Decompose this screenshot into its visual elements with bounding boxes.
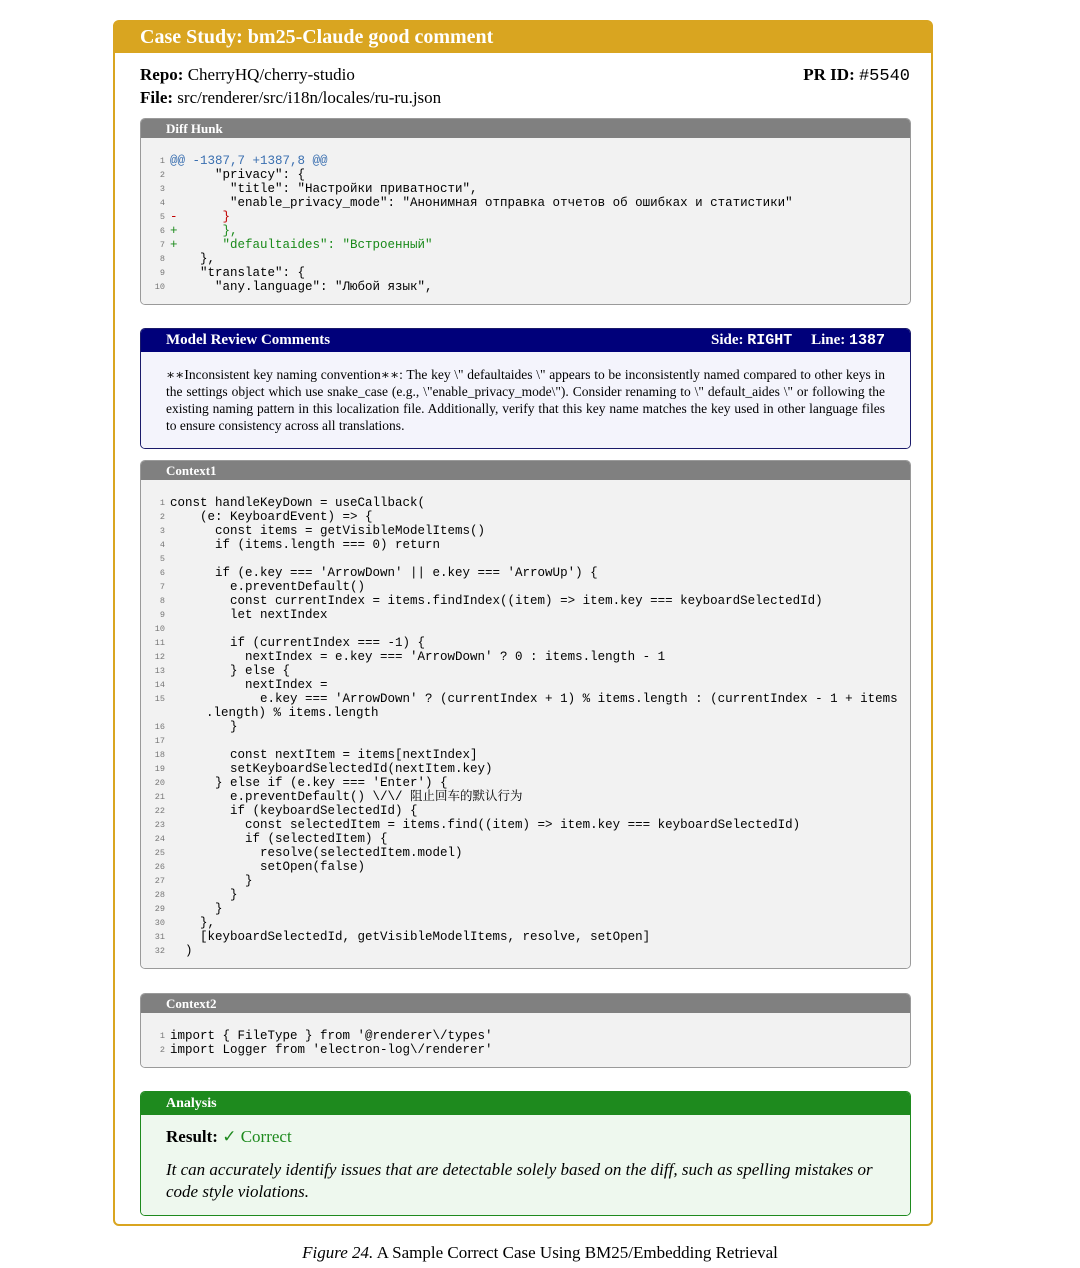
line-text: "enable_privacy_mode": "Анонимная отправка отчетов об ошибках и статистики" (170, 196, 793, 210)
line-number: 2 (159, 1045, 165, 1055)
check-icon: ✓ (222, 1127, 237, 1146)
line-number: 9 (159, 268, 165, 278)
code-line (151, 224, 900, 238)
line-text: "title": "Настройки приватности", (170, 182, 478, 196)
code-line (151, 832, 900, 846)
line-number: 29 (154, 904, 165, 914)
line-text: if (e.key === 'ArrowDown' || e.key === 'ArrowUp') { (170, 566, 598, 580)
line-number: 23 (154, 820, 165, 830)
line-number: 7 (159, 582, 165, 592)
caption-text: A Sample Correct Case Using BM25/Embedding Retrieval (376, 1243, 778, 1262)
code-line (151, 594, 900, 608)
repo-value: CherryHQ/cherry-studio (187, 65, 355, 84)
analysis-result (166, 1127, 885, 1147)
code-line (151, 762, 900, 776)
line-number: 18 (154, 750, 165, 760)
code-line (151, 860, 900, 874)
line-number: 28 (154, 890, 165, 900)
line-number: 1 (159, 498, 165, 508)
result-value: Correct (240, 1127, 292, 1146)
line-number: 22 (154, 806, 165, 816)
line-number: 13 (154, 666, 165, 676)
repo-line (140, 64, 355, 87)
side-label: Side: (711, 332, 744, 348)
line-text: setOpen(false) (170, 860, 366, 874)
line-number: 17 (154, 736, 165, 746)
code-line (151, 916, 900, 930)
line-text: const currentIndex = items.findIndex((item) => item.key === keyboardSelectedId) (170, 594, 823, 608)
code-line (151, 902, 900, 916)
review-text: ∗∗Inconsistent key naming convention∗∗: The key \" defaultaides \" appears to be inconsistently named compared to other keys in the settings object which use snake_case (e.g., \"enable_privacy_mode\"). Consider renaming to \" default_aides \" or following the existing naming pattern in this localization file. Additionally, verify that this key name matches the key used in other language files to ensure consistency across all translations. (141, 352, 910, 448)
line-number: 16 (154, 722, 165, 732)
context1-panel (140, 460, 911, 969)
line-text: setKeyboardSelectedId(nextItem.key) (170, 762, 493, 776)
line-text: } (170, 902, 223, 916)
line-text: @@ -1387,7 +1387,8 @@ (170, 154, 328, 168)
line-text: nextIndex = e.key === 'ArrowDown' ? 0 : items.length - 1 (170, 650, 666, 664)
result-label: Result: (166, 1127, 218, 1146)
line-text: } (170, 874, 253, 888)
code-line (151, 622, 900, 636)
line-text: } else if (e.key === 'Enter') { (170, 776, 448, 790)
line-number: 8 (159, 596, 165, 606)
file-value: src/renderer/src/i18n/locales/ru-ru.json (177, 88, 442, 107)
line-label: Line: (811, 332, 846, 348)
context2-header: Context2 (141, 994, 910, 1013)
review-title: Model Review Comments (166, 332, 331, 348)
context1-code (141, 480, 910, 968)
line-number: 5 (159, 554, 165, 564)
code-line (151, 266, 900, 280)
line-text: if (currentIndex === -1) { (170, 636, 426, 650)
line-text: if (items.length === 0) return (170, 538, 441, 552)
line-text: [keyboardSelectedId, getVisibleModelItems, resolve, setOpen] (170, 930, 651, 944)
code-line (151, 930, 900, 944)
review-header (141, 329, 910, 352)
line-text: const items = getVisibleModelItems() (170, 524, 486, 538)
code-line (151, 580, 900, 594)
file-line (140, 87, 910, 108)
code-line (151, 154, 900, 168)
context2-code (141, 1013, 910, 1067)
line-text: e.preventDefault() (170, 580, 366, 594)
line-value: 1387 (848, 332, 885, 349)
line-number: 19 (154, 764, 165, 774)
code-line (151, 734, 900, 748)
caption-label: Figure 24. (302, 1243, 374, 1262)
line-number: 12 (154, 652, 165, 662)
pr-value: #5540 (858, 67, 910, 86)
line-number: 6 (159, 226, 165, 236)
line-text: const selectedItem = items.find((item) => item.key === keyboardSelectedId) (170, 818, 801, 832)
file-label: File: (140, 88, 174, 107)
line-number: 4 (159, 198, 165, 208)
code-line (151, 818, 900, 832)
code-line (151, 636, 900, 650)
code-line (151, 776, 900, 790)
line-text: resolve(selectedItem.model) (170, 846, 463, 860)
code-line (151, 846, 900, 860)
line-number: 1 (159, 1031, 165, 1041)
line-number (151, 706, 170, 720)
line-text: } (170, 888, 238, 902)
line-number: 24 (154, 834, 165, 844)
analysis-body (141, 1115, 910, 1215)
code-line (151, 168, 900, 182)
line-number: 4 (159, 540, 165, 550)
line-text: }, (170, 916, 216, 930)
code-line (151, 238, 900, 252)
analysis-panel (140, 1091, 911, 1216)
line-text: if (selectedItem) { (170, 832, 388, 846)
line-text: (e: KeyboardEvent) => { (170, 510, 373, 524)
line-number: 5 (159, 212, 165, 222)
line-number: 2 (159, 170, 165, 180)
diff-hunk-panel (140, 118, 911, 305)
code-line (151, 552, 900, 566)
code-line (151, 944, 900, 958)
code-line (151, 888, 900, 902)
line-number: 20 (154, 778, 165, 788)
line-number: 3 (159, 184, 165, 194)
line-text: } (170, 720, 238, 734)
line-number: 32 (154, 946, 165, 956)
line-number: 10 (154, 624, 165, 634)
line-text: import Logger from 'electron-log\/renderer' (170, 1043, 493, 1057)
line-number: 1 (159, 156, 165, 166)
line-text: e.key === 'ArrowDown' ? (currentIndex + 1) % items.length : (currentIndex - 1 + items (170, 692, 898, 706)
code-line (151, 538, 900, 552)
meta-info (140, 64, 910, 108)
line-number: 3 (159, 526, 165, 536)
review-panel (140, 328, 911, 449)
figure-caption (0, 1243, 1080, 1263)
line-text: } else { (170, 664, 291, 678)
line-number: 30 (154, 918, 165, 928)
line-text: - } (170, 210, 231, 224)
line-text (170, 734, 900, 748)
context1-header: Context1 (141, 461, 910, 480)
line-number: 21 (154, 792, 165, 802)
line-text: nextIndex = (170, 678, 328, 692)
code-line (151, 664, 900, 678)
code-line (151, 252, 900, 266)
case-study-box (113, 20, 933, 1226)
line-number: 25 (154, 848, 165, 858)
case-study-title: Case Study: bm25-Claude good comment (115, 22, 931, 53)
line-text: const handleKeyDown = useCallback( (170, 496, 426, 510)
code-line (151, 874, 900, 888)
line-text: let nextIndex (170, 608, 328, 622)
code-line (151, 1043, 900, 1057)
line-text: .length) % items.length (206, 706, 379, 720)
pr-label: PR ID: (803, 65, 855, 84)
line-number: 14 (154, 680, 165, 690)
code-line (151, 496, 900, 510)
line-number: 11 (154, 638, 165, 648)
line-text: + "defaultaides": "Встроенный" (170, 238, 433, 252)
code-line (151, 510, 900, 524)
code-line (151, 790, 900, 804)
line-number: 27 (154, 876, 165, 886)
line-number: 7 (159, 240, 165, 250)
analysis-text: It can accurately identify issues that are detectable solely based on the diff, such as spelling mistakes or code style violations. (166, 1160, 873, 1201)
code-line (151, 748, 900, 762)
code-line (151, 196, 900, 210)
line-text: }, (170, 252, 216, 266)
line-text: "translate": { (170, 266, 306, 280)
code-line (151, 566, 900, 580)
line-text: "any.language": "Любой язык", (170, 280, 433, 294)
repo-label: Repo: (140, 65, 184, 84)
line-text: "privacy": { (170, 168, 306, 182)
side-value: RIGHT (747, 332, 793, 349)
line-number: 9 (159, 610, 165, 620)
pr-line (803, 64, 910, 87)
line-text (170, 622, 900, 636)
diff-hunk-header: Diff Hunk (141, 119, 910, 138)
code-line (151, 210, 900, 224)
review-position (711, 329, 885, 352)
line-number: 31 (154, 932, 165, 942)
line-text: ) (170, 944, 193, 958)
code-line (151, 280, 900, 294)
code-line (151, 706, 900, 720)
code-line (151, 678, 900, 692)
analysis-header: Analysis (141, 1092, 910, 1115)
line-text: e.preventDefault() \/\/ 阻止回车的默认行为 (170, 790, 523, 804)
line-text: + }, (170, 224, 238, 238)
line-number: 8 (159, 254, 165, 264)
code-line (151, 182, 900, 196)
code-line (151, 1029, 900, 1043)
diff-hunk-code (141, 138, 910, 304)
line-text: import { FileType } from '@renderer\/types' (170, 1029, 493, 1043)
code-line (151, 524, 900, 538)
code-line (151, 650, 900, 664)
code-line (151, 692, 900, 706)
code-line (151, 608, 900, 622)
code-line (151, 804, 900, 818)
line-number: 10 (154, 282, 165, 292)
line-number: 2 (159, 512, 165, 522)
line-text: if (keyboardSelectedId) { (170, 804, 418, 818)
code-line (151, 720, 900, 734)
line-text (170, 552, 900, 566)
line-number: 6 (159, 568, 165, 578)
line-number: 26 (154, 862, 165, 872)
line-text: const nextItem = items[nextIndex] (170, 748, 478, 762)
line-number: 15 (154, 694, 165, 704)
context2-panel (140, 993, 911, 1068)
